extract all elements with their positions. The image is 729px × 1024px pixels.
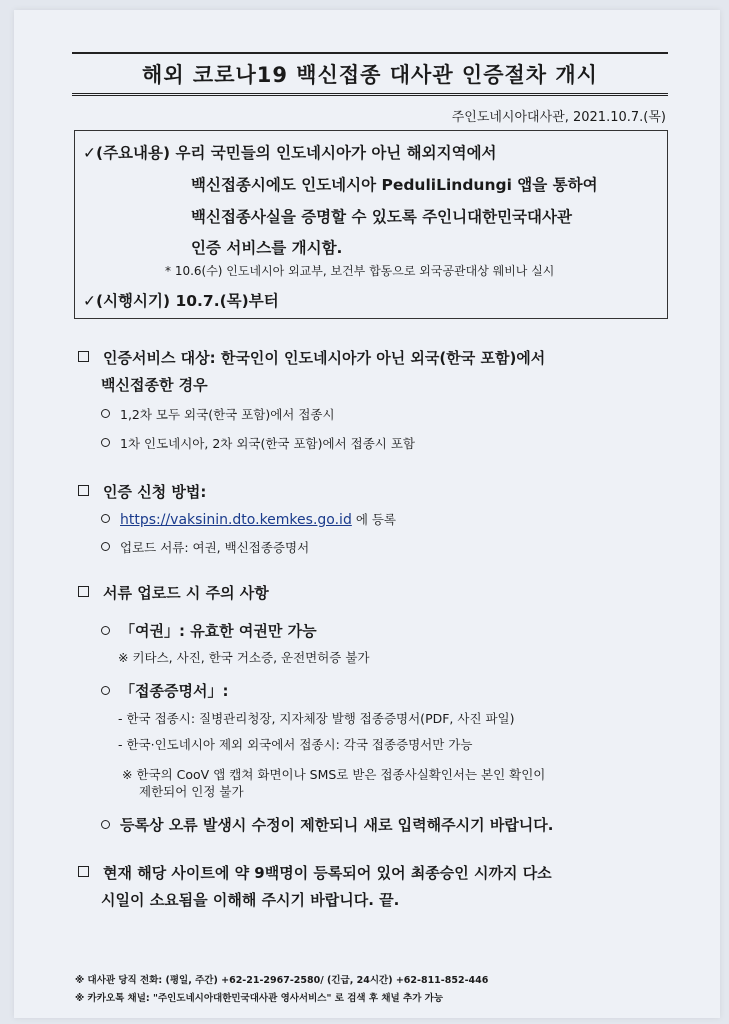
circle-bullet-icon xyxy=(101,438,110,447)
list-item xyxy=(101,434,415,452)
passport-rule-text: 「여권」: 유효한 여권만 가능 xyxy=(120,622,317,640)
cert-item-korea: - 한국 접종시: 질병관리청장, 지자체장 발행 접종증명서(PDF, 사진 파일) xyxy=(118,711,515,726)
link-suffix: 에 등록 xyxy=(355,512,397,527)
checkbox-square-icon xyxy=(78,351,89,362)
list-item xyxy=(101,538,309,556)
section3-title-text: 서류 업로드 시 주의 사항 xyxy=(103,584,269,602)
main-text-4: 인증 서비스를 개시함. xyxy=(191,239,343,257)
circle-bullet-icon xyxy=(101,514,110,523)
passport-rule xyxy=(101,620,317,641)
start-label: (시행시기) xyxy=(96,292,171,310)
registration-link[interactable]: https://vaksinin.dto.kemkes.go.id xyxy=(120,512,352,528)
checkbox-square-icon xyxy=(78,586,89,597)
list-item-text: 1차 인도네시아, 2차 외국(한국 포함)에서 접종시 포함 xyxy=(120,436,415,451)
section4-text: 현재 해당 사이트에 약 9백명이 등록되어 있어 최종승인 시까지 다소 xyxy=(103,864,552,882)
cert-item-other: - 한국·인도네시아 제외 외국에서 접종시: 각국 접종증명서만 가능 xyxy=(118,737,473,752)
cert-rule-text: 「접종증명서」: xyxy=(120,682,229,700)
section1-title-text: 인증서비스 대상: 한국인이 인도네시아가 아닌 외국(한국 포함)에서 xyxy=(103,349,546,367)
cert-note-line1: ※ 한국의 CooV 앱 캡쳐 화면이나 SMS로 받은 접종사실확인서는 본인 확인이 xyxy=(122,767,546,782)
check-icon: ✓ xyxy=(83,292,96,310)
main-text-1: 우리 국민들의 인도네시아가 아닌 해외지역에서 xyxy=(175,144,497,162)
cert-note-line2: 제한되어 인정 불가 xyxy=(139,784,244,799)
passport-note: ※ 키타스, 사진, 한국 거소증, 운전면허증 불가 xyxy=(118,650,370,665)
summary-main-line1 xyxy=(83,141,497,163)
footer-phone: ※ 대사관 당직 전화: (평일, 주간) +62-21-2967-2580/ (긴급, 24시간) +62-811-852-446 xyxy=(75,975,489,986)
checkbox-square-icon xyxy=(78,866,89,877)
main-text-2: 백신접종시에도 인도네시아 PeduliLindungi 앱을 통하여 xyxy=(191,176,598,194)
start-value: 10.7.(목)부터 xyxy=(175,292,279,310)
section3-title xyxy=(78,582,269,603)
circle-bullet-icon xyxy=(101,542,110,551)
section2-title-text: 인증 신청 방법: xyxy=(103,483,207,501)
check-icon: ✓ xyxy=(83,144,96,162)
list-item xyxy=(101,510,396,528)
list-item-text: 1,2차 모두 외국(한국 포함)에서 접종시 xyxy=(120,407,335,422)
section2-title xyxy=(78,481,206,502)
footer-kakao: ※ 카카오톡 채널: "주인도네시아대한민국대사관 영사서비스" 로 검색 후 채널 추가 가능 xyxy=(75,993,444,1004)
warning-text: 등록상 오류 발생시 수정이 제한되니 새로 입력해주시기 바랍니다. xyxy=(120,816,554,834)
title-text: 해외 코로나19 백신접종 대사관 인증절차 개시 xyxy=(142,62,598,87)
circle-bullet-icon xyxy=(101,820,110,829)
main-label: (주요내용) xyxy=(96,144,171,162)
issue-date: 주인도네시아대사관, 2021.10.7.(목) xyxy=(451,110,666,125)
list-item xyxy=(101,405,335,423)
cert-rule xyxy=(101,680,228,701)
circle-bullet-icon xyxy=(101,686,110,695)
section1-title xyxy=(78,347,545,368)
circle-bullet-icon xyxy=(101,626,110,635)
warning-line xyxy=(101,814,554,835)
summary-box xyxy=(74,130,668,319)
section4-line1 xyxy=(78,862,552,883)
section1-title-line2: 백신접종한 경우 xyxy=(101,376,208,394)
document-title xyxy=(72,52,668,96)
checkbox-square-icon xyxy=(78,485,89,496)
start-line xyxy=(83,289,279,311)
circle-bullet-icon xyxy=(101,409,110,418)
section4-line2: 시일이 소요됨을 이해해 주시기 바랍니다. 끝. xyxy=(101,891,400,909)
webinar-note: * 10.6(수) 인도네시아 외교부, 보건부 합동으로 외국공관대상 웨비나 실시 xyxy=(165,264,555,278)
list-item-text: 업로드 서류: 여권, 백신접종증명서 xyxy=(120,540,310,555)
main-text-3: 백신접종사실을 증명할 수 있도록 주인니대한민국대사관 xyxy=(191,208,572,226)
